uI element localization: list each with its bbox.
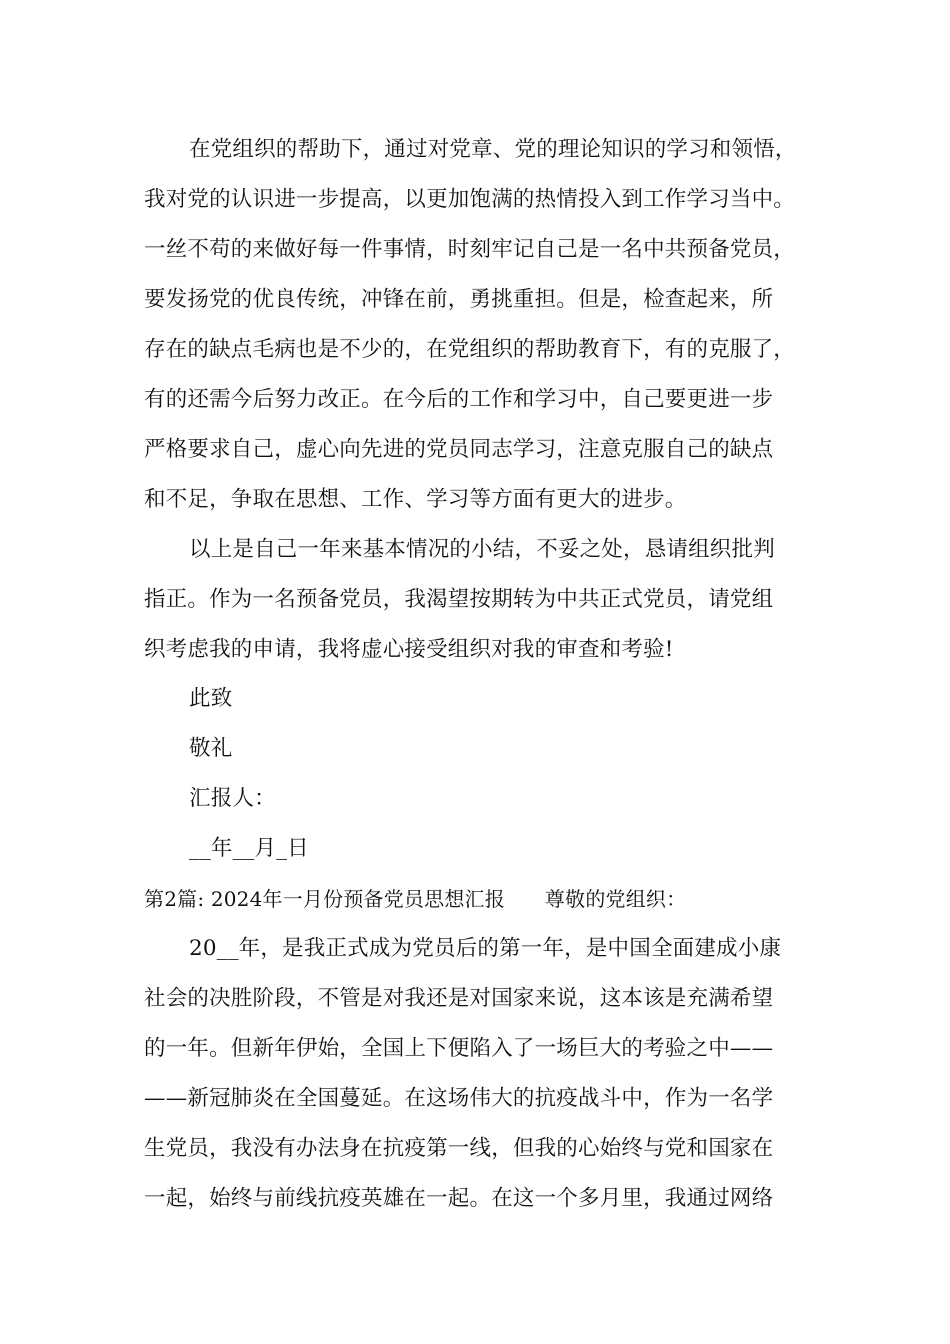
paragraph-1-line-8: 和不足，争取在思想、工作、学习等方面有更大的进步。	[144, 487, 687, 512]
section-2-heading	[144, 884, 844, 914]
paragraph-1-line-3: 一丝不苟的来做好每一件事情，时刻牢记自己是一名中共预备党员，	[144, 237, 796, 262]
paragraph-1-line-2: 我对党的认识进一步提高，以更加饱满的热情投入到工作学习当中。	[144, 187, 796, 212]
paragraph-1-line-1: 在党组织的帮助下，通过对党章、党的理论知识的学习和领悟，	[189, 137, 797, 162]
paragraph-1-line-7: 严格要求自己，虚心向先进的党员同志学习，注意克服自己的缺点	[144, 437, 774, 462]
paragraph-3-line-5: 生党员，我没有办法身在抗疫第一线，但我的心始终与党和国家在	[144, 1136, 774, 1161]
paragraph-1-line-6: 有的还需今后努力改正。在今后的工作和学习中，自己要更进一步	[144, 387, 774, 412]
closing-date: __年__月_日	[189, 836, 309, 861]
paragraph-2-line-2: 指正。作为一名预备党员，我渴望按期转为中共正式党员，请党组	[144, 587, 774, 612]
paragraph-3-line-1: 20__年，是我正式成为党员后的第一年，是中国全面建成小康	[189, 936, 782, 961]
section-2-title: 第2篇: 2024年一月份预备党员思想汇报	[144, 887, 505, 911]
paragraph-1-line-5: 存在的缺点毛病也是不少的，在党组织的帮助教育下，有的克服了，	[144, 337, 796, 362]
paragraph-1-line-4: 要发扬党的优良传统，冲锋在前，勇挑重担。但是，检查起来，所	[144, 287, 774, 312]
section-2-greeting: 尊敬的党组织：	[544, 887, 687, 911]
paragraph-3-line-4: ——新冠肺炎在全国蔓延。在这场伟大的抗疫战斗中，作为一名学	[144, 1086, 774, 1111]
paragraph-2-line-3: 织考虑我的申请，我将虚心接受组织对我的审查和考验!	[144, 637, 674, 662]
paragraph-3-line-6: 一起，始终与前线抗疫英雄在一起。在这一个多月里，我通过网络	[144, 1186, 774, 1211]
closing-reporter: 汇报人：	[189, 786, 276, 811]
paragraph-3-line-2: 社会的决胜阶段，不管是对我还是对国家来说，这本该是充满希望	[144, 986, 774, 1011]
paragraph-3-line-3: 的一年。但新年伊始，全国上下便陷入了一场巨大的考验之中——	[144, 1036, 774, 1061]
closing-salutation: 此致	[189, 686, 233, 711]
closing-regards: 敬礼	[189, 736, 233, 761]
paragraph-2-line-1: 以上是自己一年来基本情况的小结，不妥之处，恳请组织批判	[189, 537, 775, 562]
